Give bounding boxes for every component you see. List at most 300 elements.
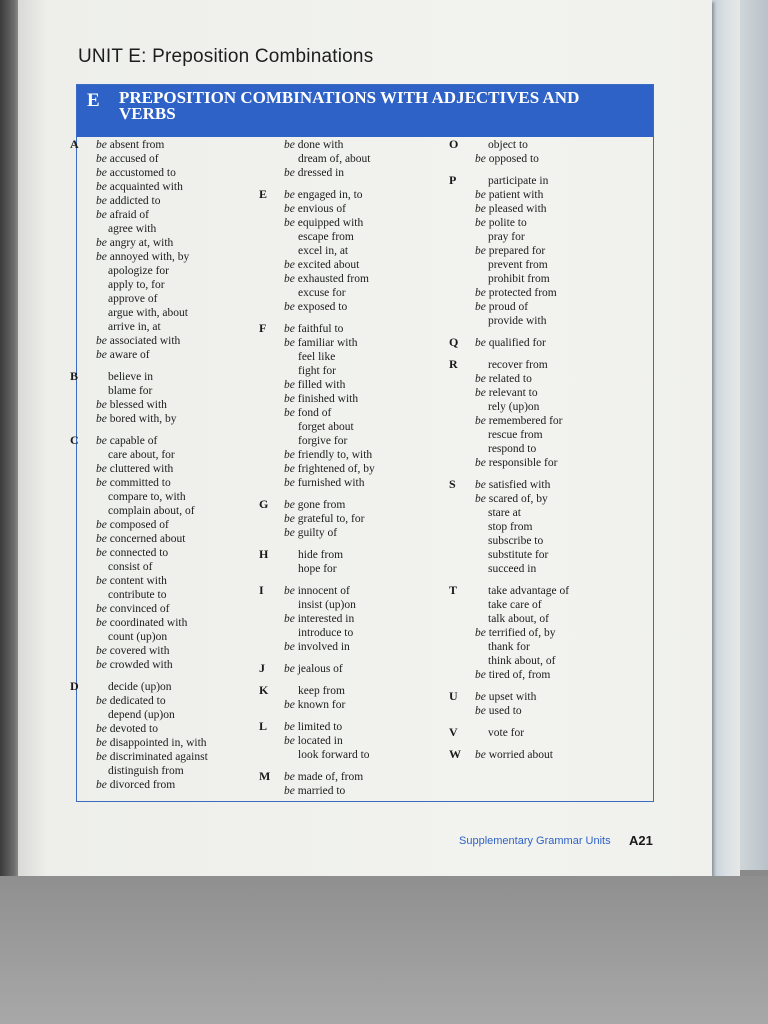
- entry-text: acquainted with: [109, 181, 183, 193]
- letter-heading: C: [70, 433, 79, 447]
- entry-text: faithful to: [297, 323, 344, 335]
- preposition-entry: [475, 690, 536, 704]
- be-prefix: be: [475, 301, 486, 313]
- be-prefix: be: [284, 527, 295, 539]
- be-prefix: be: [475, 203, 486, 215]
- letter-heading: K: [259, 683, 269, 697]
- entry-text: vote for: [488, 727, 525, 739]
- entry-text: consist of: [108, 561, 153, 573]
- entry-text: think about, of: [488, 655, 556, 667]
- entry-text: qualified for: [488, 337, 546, 349]
- preposition-entry: [488, 726, 524, 740]
- preposition-entry: [488, 174, 548, 188]
- be-prefix: be: [475, 153, 486, 165]
- entry-text: located in: [297, 735, 343, 747]
- preposition-entry: [108, 384, 152, 398]
- letter-heading: R: [449, 357, 458, 371]
- be-prefix: be: [96, 477, 107, 489]
- preposition-entry: [298, 562, 337, 576]
- be-prefix: be: [284, 499, 295, 511]
- entry-text: prohibit from: [488, 273, 550, 285]
- be-prefix: be: [284, 379, 295, 391]
- be-prefix: be: [96, 181, 107, 193]
- be-prefix: be: [96, 533, 107, 545]
- preposition-entry: [96, 644, 169, 658]
- entry-text: content with: [109, 575, 167, 587]
- preposition-entry: [488, 520, 532, 534]
- preposition-entry: [108, 560, 152, 574]
- preposition-entry: [488, 258, 548, 272]
- preposition-entry: [284, 138, 343, 152]
- be-prefix: be: [284, 323, 295, 335]
- be-prefix: be: [475, 387, 486, 399]
- entry-text: interested in: [297, 613, 355, 625]
- letter-heading: G: [259, 497, 269, 511]
- preposition-entry: [108, 448, 175, 462]
- entry-text: jealous of: [297, 663, 343, 675]
- be-prefix: be: [96, 209, 107, 221]
- preposition-entry: [96, 180, 183, 194]
- be-prefix: be: [475, 373, 486, 385]
- entry-text: terrified of, by: [488, 627, 556, 639]
- entry-text: talk about, of: [488, 613, 549, 625]
- letter-heading: U: [449, 689, 458, 703]
- preposition-entry: [284, 216, 363, 230]
- preposition-entry: [488, 442, 536, 456]
- preposition-entry: [284, 612, 354, 626]
- preposition-entry: [284, 202, 346, 216]
- entry-text: absent from: [109, 139, 165, 151]
- preposition-entry: [108, 764, 184, 778]
- entry-text: pray for: [488, 231, 525, 243]
- be-prefix: be: [475, 627, 486, 639]
- be-prefix: be: [96, 575, 107, 587]
- entry-text: believe in: [108, 371, 154, 383]
- preposition-entry: [96, 208, 149, 222]
- entry-text: concerned about: [109, 533, 186, 545]
- preposition-entry: [298, 420, 354, 434]
- preposition-entry: [96, 532, 185, 546]
- letter-heading: E: [259, 187, 268, 201]
- preposition-entry: [284, 166, 344, 180]
- entry-text: afraid of: [109, 209, 150, 221]
- entry-text: remembered for: [488, 415, 563, 427]
- section-banner: [77, 85, 653, 137]
- be-prefix: be: [475, 287, 486, 299]
- entry-text: subscribe to: [488, 535, 544, 547]
- entry-text: engaged in, to: [297, 189, 363, 201]
- preposition-entry: [284, 300, 347, 314]
- preposition-entry: [475, 456, 557, 470]
- preposition-entry: [284, 188, 363, 202]
- entry-text: addicted to: [109, 195, 161, 207]
- entry-text: convinced of: [109, 603, 170, 615]
- be-prefix: be: [96, 547, 107, 559]
- preposition-entry: [284, 498, 345, 512]
- letter-heading: S: [449, 477, 456, 491]
- preposition-entry: [96, 334, 180, 348]
- entry-text: scared of, by: [488, 493, 548, 505]
- be-prefix: be: [475, 669, 486, 681]
- letter-heading: P: [449, 173, 457, 187]
- be-prefix: be: [96, 139, 107, 151]
- be-prefix: be: [284, 203, 295, 215]
- be-prefix: be: [284, 735, 295, 747]
- entry-text: coordinated with: [109, 617, 188, 629]
- preposition-entry: [488, 562, 536, 576]
- preposition-entry: [108, 490, 186, 504]
- entry-text: hope for: [298, 563, 337, 575]
- entry-text: substitute for: [488, 549, 549, 561]
- entry-text: stop from: [488, 521, 533, 533]
- preposition-entry: [488, 612, 549, 626]
- preposition-entry: [284, 448, 372, 462]
- entry-text: tired of, from: [488, 669, 551, 681]
- entry-text: agree with: [108, 223, 157, 235]
- entry-text: upset with: [488, 691, 537, 703]
- preposition-entry: [284, 322, 343, 336]
- entry-text: bored with, by: [109, 413, 177, 425]
- preposition-entry: [488, 548, 548, 562]
- entry-text: depend (up)on: [108, 709, 175, 721]
- entry-text: blessed with: [109, 399, 167, 411]
- preposition-entry: [108, 222, 156, 236]
- preposition-entry: [96, 348, 150, 362]
- section-letter: E: [87, 90, 100, 111]
- letter-heading: J: [259, 661, 265, 675]
- be-prefix: be: [475, 245, 486, 257]
- preposition-entry: [475, 188, 543, 202]
- preposition-entry: [108, 630, 167, 644]
- preposition-entry: [488, 506, 521, 520]
- be-prefix: be: [475, 189, 486, 201]
- preposition-entry: [298, 286, 346, 300]
- letter-heading: B: [70, 369, 79, 383]
- be-prefix: be: [284, 663, 295, 675]
- be-prefix: be: [284, 273, 295, 285]
- be-prefix: be: [96, 723, 107, 735]
- be-prefix: be: [284, 699, 295, 711]
- entry-text: filled with: [297, 379, 346, 391]
- be-prefix: be: [284, 407, 295, 419]
- be-prefix: be: [475, 691, 486, 703]
- preposition-entry: [488, 640, 530, 654]
- entry-text: innocent of: [297, 585, 350, 597]
- preposition-entry: [298, 548, 343, 562]
- entry-text: object to: [488, 139, 528, 151]
- entry-text: protected from: [488, 287, 557, 299]
- entry-text: polite to: [488, 217, 527, 229]
- preposition-entry: [108, 292, 158, 306]
- footer-label: Supplementary Grammar Units: [459, 835, 611, 847]
- entry-text: related to: [488, 373, 532, 385]
- entry-text: worried about: [488, 749, 553, 761]
- letter-heading: W: [449, 747, 461, 761]
- preposition-entry: [108, 278, 165, 292]
- preposition-entry: [475, 478, 550, 492]
- be-prefix: be: [284, 167, 295, 179]
- entry-text: involved in: [297, 641, 350, 653]
- preposition-entry: [96, 434, 157, 448]
- be-prefix: be: [475, 457, 486, 469]
- entry-text: equipped with: [297, 217, 364, 229]
- be-prefix: be: [96, 195, 107, 207]
- entry-text: succeed in: [488, 563, 537, 575]
- preposition-entry: [475, 626, 555, 640]
- book-page: [18, 0, 712, 876]
- be-prefix: be: [284, 337, 295, 349]
- entry-text: approve of: [108, 293, 158, 305]
- preposition-entry: [108, 370, 153, 384]
- preposition-entry: [488, 534, 543, 548]
- preposition-entry: [96, 722, 158, 736]
- preposition-entry: [96, 602, 169, 616]
- preposition-entry: [298, 626, 353, 640]
- entry-text: patient with: [488, 189, 544, 201]
- be-prefix: be: [284, 641, 295, 653]
- entry-text: argue with, about: [108, 307, 188, 319]
- entry-text: limited to: [297, 721, 343, 733]
- be-prefix: be: [96, 413, 107, 425]
- entry-text: familiar with: [297, 337, 358, 349]
- preposition-entry: [475, 286, 557, 300]
- be-prefix: be: [284, 477, 295, 489]
- entry-text: prevent from: [488, 259, 548, 271]
- preposition-entry: [96, 250, 189, 264]
- entry-text: participate in: [488, 175, 549, 187]
- preposition-entry: [298, 684, 345, 698]
- preposition-entry: [298, 598, 356, 612]
- entry-text: apply to, for: [108, 279, 165, 291]
- preposition-entry: [284, 770, 363, 784]
- entry-text: satisfied with: [488, 479, 551, 491]
- entry-text: recover from: [488, 359, 548, 371]
- preposition-entry: [284, 476, 365, 490]
- preposition-entry: [96, 398, 167, 412]
- entry-text: associated with: [109, 335, 181, 347]
- letter-heading: D: [70, 679, 79, 693]
- entry-text: cluttered with: [109, 463, 174, 475]
- entry-text: decide (up)on: [108, 681, 172, 693]
- preposition-entry: [108, 708, 175, 722]
- entry-text: used to: [488, 705, 522, 717]
- be-prefix: be: [284, 721, 295, 733]
- be-prefix: be: [475, 415, 486, 427]
- preposition-entry: [475, 492, 548, 506]
- entry-text: forget about: [298, 421, 354, 433]
- preposition-entry: [284, 720, 342, 734]
- be-prefix: be: [475, 749, 486, 761]
- preposition-entry: [475, 704, 522, 718]
- be-prefix: be: [96, 167, 107, 179]
- be-prefix: be: [96, 153, 107, 165]
- preposition-entry: [488, 358, 548, 372]
- entry-text: hide from: [298, 549, 344, 561]
- preposition-entry: [475, 216, 527, 230]
- be-prefix: be: [475, 493, 486, 505]
- be-prefix: be: [96, 435, 107, 447]
- preposition-entry: [284, 512, 364, 526]
- be-prefix: be: [284, 139, 295, 151]
- entry-text: respond to: [488, 443, 537, 455]
- preposition-entry: [96, 736, 207, 750]
- letter-heading: O: [449, 137, 459, 151]
- entry-text: excel in, at: [298, 245, 349, 257]
- preposition-entry: [96, 462, 173, 476]
- entry-text: distinguish from: [108, 765, 184, 777]
- be-prefix: be: [96, 349, 107, 361]
- entry-text: accused of: [109, 153, 159, 165]
- preposition-entry: [108, 680, 172, 694]
- be-prefix: be: [284, 449, 295, 461]
- entry-text: excuse for: [298, 287, 346, 299]
- preposition-entry: [488, 314, 546, 328]
- preposition-entry: [284, 406, 331, 420]
- be-prefix: be: [96, 519, 107, 531]
- entry-text: dedicated to: [109, 695, 166, 707]
- preposition-entry: [298, 748, 370, 762]
- entry-text: committed to: [109, 477, 171, 489]
- entry-text: grateful to, for: [297, 513, 365, 525]
- entry-text: relevant to: [488, 387, 538, 399]
- entry-text: covered with: [109, 645, 170, 657]
- unit-title: UNIT E: Preposition Combinations: [78, 46, 374, 67]
- preposition-entry: [488, 138, 528, 152]
- preposition-entry: [96, 546, 168, 560]
- preposition-entry: [284, 640, 350, 654]
- entry-text: count (up)on: [108, 631, 168, 643]
- preposition-entry: [475, 336, 546, 350]
- entry-text: disappointed in, with: [109, 737, 207, 749]
- entry-text: connected to: [109, 547, 169, 559]
- preposition-entry: [96, 694, 166, 708]
- entry-text: blame for: [108, 385, 153, 397]
- preposition-entry: [475, 372, 532, 386]
- preposition-entry: [475, 300, 528, 314]
- be-prefix: be: [284, 613, 295, 625]
- preposition-entry: [488, 654, 555, 668]
- table-surface: [0, 876, 768, 1024]
- preposition-entry: [298, 350, 335, 364]
- entry-text: frightened of, by: [297, 463, 375, 475]
- preposition-entry: [475, 152, 539, 166]
- section-title: PREPOSITION COMBINATIONS WITH ADJECTIVES AND VERBS: [119, 88, 580, 123]
- entry-text: opposed to: [488, 153, 539, 165]
- be-prefix: be: [284, 771, 295, 783]
- entry-text: proud of: [488, 301, 529, 313]
- letter-heading: Q: [449, 335, 459, 349]
- preposition-entry: [284, 662, 343, 676]
- entry-text: insist (up)on: [298, 599, 356, 611]
- entry-text: responsible for: [488, 457, 558, 469]
- entry-text: compare to, with: [108, 491, 186, 503]
- preposition-entry: [475, 414, 563, 428]
- entry-text: apologize for: [108, 265, 169, 277]
- entry-text: introduce to: [298, 627, 354, 639]
- entry-text: care about, for: [108, 449, 175, 461]
- preposition-entry: [96, 476, 171, 490]
- preposition-entry: [96, 658, 173, 672]
- preposition-entry: [96, 152, 159, 166]
- be-prefix: be: [96, 237, 107, 249]
- entry-text: angry at, with: [109, 237, 174, 249]
- preposition-entry: [284, 584, 350, 598]
- be-prefix: be: [475, 337, 486, 349]
- preposition-entry: [475, 386, 538, 400]
- be-prefix: be: [96, 737, 107, 749]
- letter-heading: T: [449, 583, 458, 597]
- preposition-entry: [284, 526, 337, 540]
- be-prefix: be: [284, 189, 295, 201]
- preposition-entry: [488, 598, 542, 612]
- preposition-entry: [284, 784, 345, 798]
- preposition-entry: [284, 272, 369, 286]
- preposition-entry: [108, 306, 188, 320]
- preposition-entry: [96, 616, 187, 630]
- be-prefix: be: [96, 751, 107, 763]
- entry-text: pleased with: [488, 203, 547, 215]
- preposition-entry: [488, 428, 543, 442]
- preposition-entry: [284, 734, 343, 748]
- preposition-entry: [108, 264, 169, 278]
- preposition-entry: [284, 336, 357, 350]
- preposition-entry: [96, 574, 167, 588]
- preposition-entry: [96, 412, 177, 426]
- preposition-entry: [284, 258, 359, 272]
- be-prefix: be: [96, 251, 107, 263]
- preposition-entry: [96, 166, 176, 180]
- entry-text: divorced from: [109, 779, 176, 791]
- letter-heading: L: [259, 719, 268, 733]
- preposition-entry: [96, 750, 208, 764]
- entry-text: thank for: [488, 641, 530, 653]
- preposition-entry: [298, 152, 371, 166]
- entry-text: escape from: [298, 231, 354, 243]
- be-prefix: be: [96, 617, 107, 629]
- entry-text: feel like: [298, 351, 336, 363]
- be-prefix: be: [475, 705, 486, 717]
- be-prefix: be: [96, 603, 107, 615]
- preposition-entry: [488, 230, 525, 244]
- entry-text: contribute to: [108, 589, 167, 601]
- letter-heading: A: [70, 137, 79, 151]
- be-prefix: be: [96, 463, 107, 475]
- preposition-entry: [96, 778, 175, 792]
- be-prefix: be: [96, 695, 107, 707]
- preposition-entry: [475, 748, 553, 762]
- be-prefix: be: [284, 259, 295, 271]
- preposition-entry: [284, 392, 358, 406]
- letter-heading: F: [259, 321, 267, 335]
- preposition-entry: [475, 244, 545, 258]
- be-prefix: be: [284, 785, 295, 797]
- entry-text: prepared for: [488, 245, 546, 257]
- entry-text: stare at: [488, 507, 521, 519]
- be-prefix: be: [475, 479, 486, 491]
- preposition-entry: [488, 584, 569, 598]
- entry-text: exposed to: [297, 301, 348, 313]
- be-prefix: be: [96, 645, 107, 657]
- be-prefix: be: [284, 513, 295, 525]
- be-prefix: be: [96, 335, 107, 347]
- be-prefix: be: [96, 399, 107, 411]
- entry-text: look forward to: [298, 749, 370, 761]
- entry-text: rely (up)on: [488, 401, 540, 413]
- entry-text: provide with: [488, 315, 547, 327]
- be-prefix: be: [284, 393, 295, 405]
- letter-heading: V: [449, 725, 458, 739]
- preposition-entry: [284, 698, 345, 712]
